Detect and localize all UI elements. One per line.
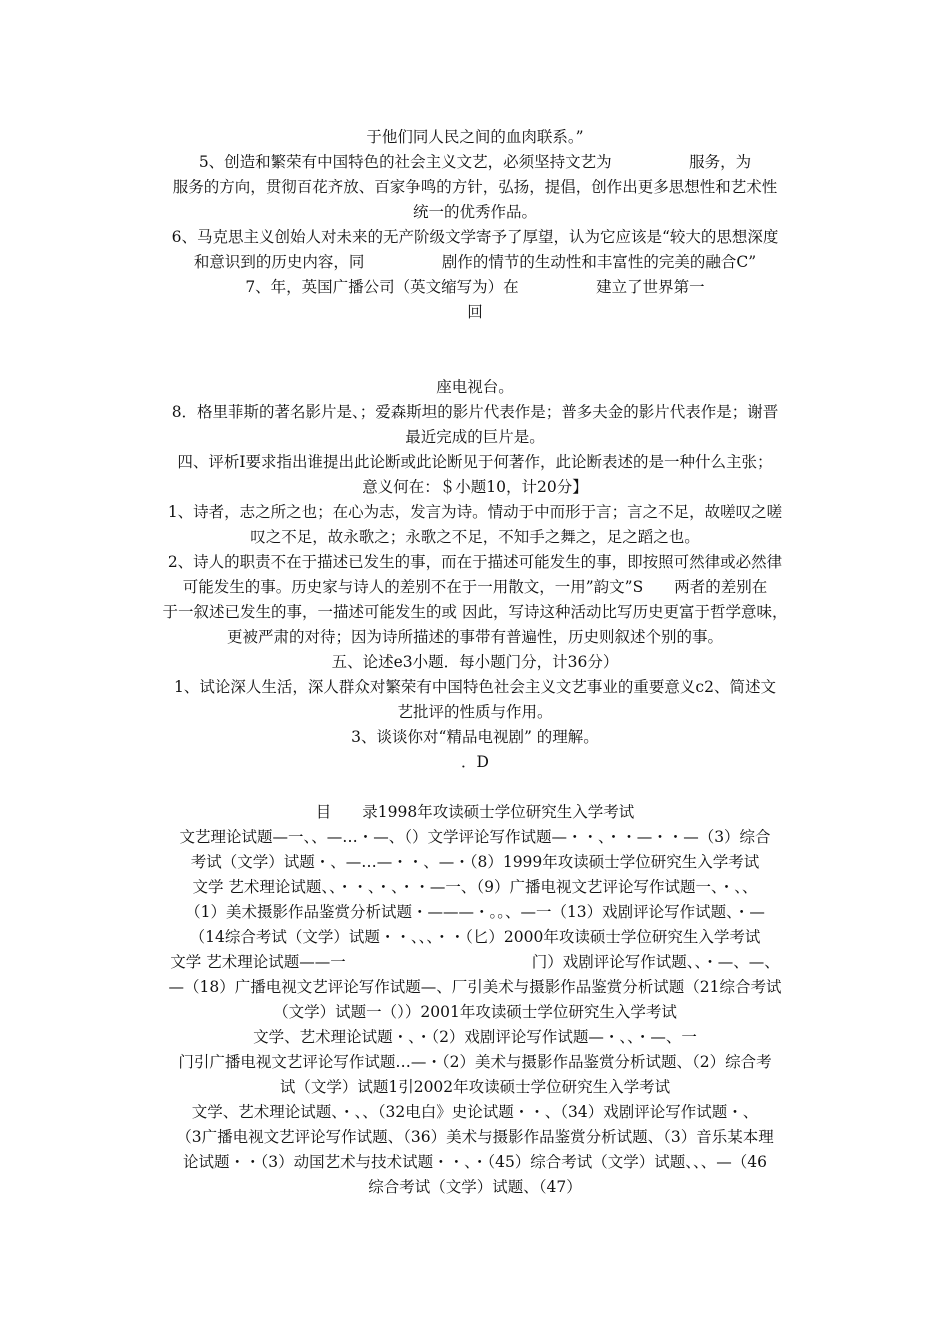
text-line: 座电视台。	[436, 378, 514, 396]
question-6-line: 6、马克思主义创始人对未来的无产阶级文学寄予了厚望，认为它应该是“较大的思想深度	[171, 228, 779, 246]
question-7-line: 7、年，英国广播公司（英文缩写为）在 建立了世界第一	[245, 278, 705, 296]
text-line: 叹之不足，故永歌之；永歌之不足，不知手之舞之，足之蹈之也。	[250, 528, 700, 546]
contents-line: 文艺理论试题—一、、—…・—、（）文学评论写作试题—・・、・・—・・—（3）综合	[179, 828, 771, 846]
text-line: 统一的优秀作品。	[412, 203, 537, 221]
contents-line: 综合考试（文学）试题、（47）	[368, 1178, 582, 1196]
text-line: 可能发生的事。历史家与诗人的差别不在于一用散文，一用”韵文”S 两者的差别在	[182, 578, 768, 596]
contents-line: —（18）广播电视文艺评论写作试题—、厂引美术与摄影作品鉴赏分析试题（21综合考试	[168, 978, 782, 996]
text-line: 意义何在：＄小题10，计20分】	[362, 478, 588, 496]
section-4-heading: 四、评析I要求指出谁提出此论断或此论断见于何著作，此论断表述的是一种什么主张；	[177, 453, 773, 471]
text-line: 更被严肃的对待；因为诗所描述的事带有普遍性，历史则叙述个别的事。	[226, 628, 723, 646]
contents-line: （1）美术摄影作品鉴赏分析试题・———・。。、—一（13）戏剧评论写作试题、・—	[185, 903, 765, 921]
text-line: 艺批评的性质与作用。	[397, 703, 553, 721]
contents-line: 门引广播电视文艺评论写作试题…—・（2）美术与摄影作品鉴赏分析试题、（2）综合考	[178, 1053, 772, 1071]
text-line: 和意识到的历史内容，同 剧作的情节的生动性和丰富性的完美的融合C”	[193, 253, 757, 271]
contents-line: 文学、艺术理论试题、・、、（32电白》史论试题・・、（34）戏剧评论写作试题・、	[191, 1103, 759, 1121]
contents-line: （文学）试题一（））2001年攻读硕士学位研究生入学考试	[273, 1003, 677, 1021]
question-5-line: 5、创造和繁荣有中国特色的社会主义文艺，必须坚持文艺为 服务，为	[198, 153, 752, 171]
contents-line: （14综合考试（文学）试题・・、、、・・（匕）2000年攻读硕士学位研究生入学考试	[189, 928, 761, 946]
text-line: 1、诗者，志之所之也；在心为志，发言为诗。情动于中而形于言；言之不足，故嗟叹之嗟	[167, 503, 783, 521]
contents-line: 考试（文学）试题・、—…—・・、—・（8）1999年攻读硕士学位研究生入学考试	[190, 853, 760, 871]
text-line: 3、谈谈你对“精品电视剧” 的理解。	[351, 728, 599, 746]
text-line: 服务的方向，贯彻百花齐放、百家争鸣的方针，弘扬，提倡，创作出更多思想性和艺术性	[172, 178, 778, 196]
contents-line: 试（文学）试题1引2002年攻读硕士学位研究生入学考试	[279, 1078, 671, 1096]
contents-line: 论试题・・（3）动国艺术与技术试题・・、・（45）综合考试（文学）试题、、、—（46	[182, 1153, 768, 1171]
text-line: 最近完成的巨片是。	[405, 428, 545, 446]
text-line: 于一叙述已发生的事，一描述可能发生的或 因此，写诗这种活动比写历史更富于哲学意味，	[162, 603, 788, 621]
text-line: ．D	[461, 753, 489, 771]
text-line: 1、试论深人生活，深人群众对繁荣有中国特色社会主义文艺事业的重要意义c2、简述文	[174, 678, 776, 696]
contents-line: 文学 艺术理论试题——一 门）戏剧评论写作试题、、・—、—、	[170, 953, 780, 971]
contents-line: （3广播电视文艺评论写作试题、（36）美术与摄影作品鉴赏分析试题、（3）音乐某本理	[176, 1128, 774, 1146]
text-line: 2、诗人的职责不在于描述已发生的事，而在于描述可能发生的事，即按照可然律或必然律	[167, 553, 783, 571]
text-line: 回	[467, 303, 483, 321]
section-5-heading: 五、论述e3小题．每小题门分，计36分）	[331, 653, 619, 671]
contents-heading: 目 录1998年攻读硕士学位研究生入学考试	[315, 803, 635, 821]
contents-line: 文学 艺术理论试题、、・・、・、・・—一、（9）广播电视文艺评论写作试题一、・、、	[192, 878, 758, 896]
question-8-line: 8．格里菲斯的著名影片是、；爱森斯坦的影片代表作是；普多夫金的影片代表作是；谢晋	[171, 403, 779, 421]
contents-line: 文学、艺术理论试题・、・（2）戏剧评论写作试题—・、、・—、一	[253, 1028, 697, 1046]
text-line: 于他们同人民之间的血肉联系。”	[366, 128, 584, 146]
